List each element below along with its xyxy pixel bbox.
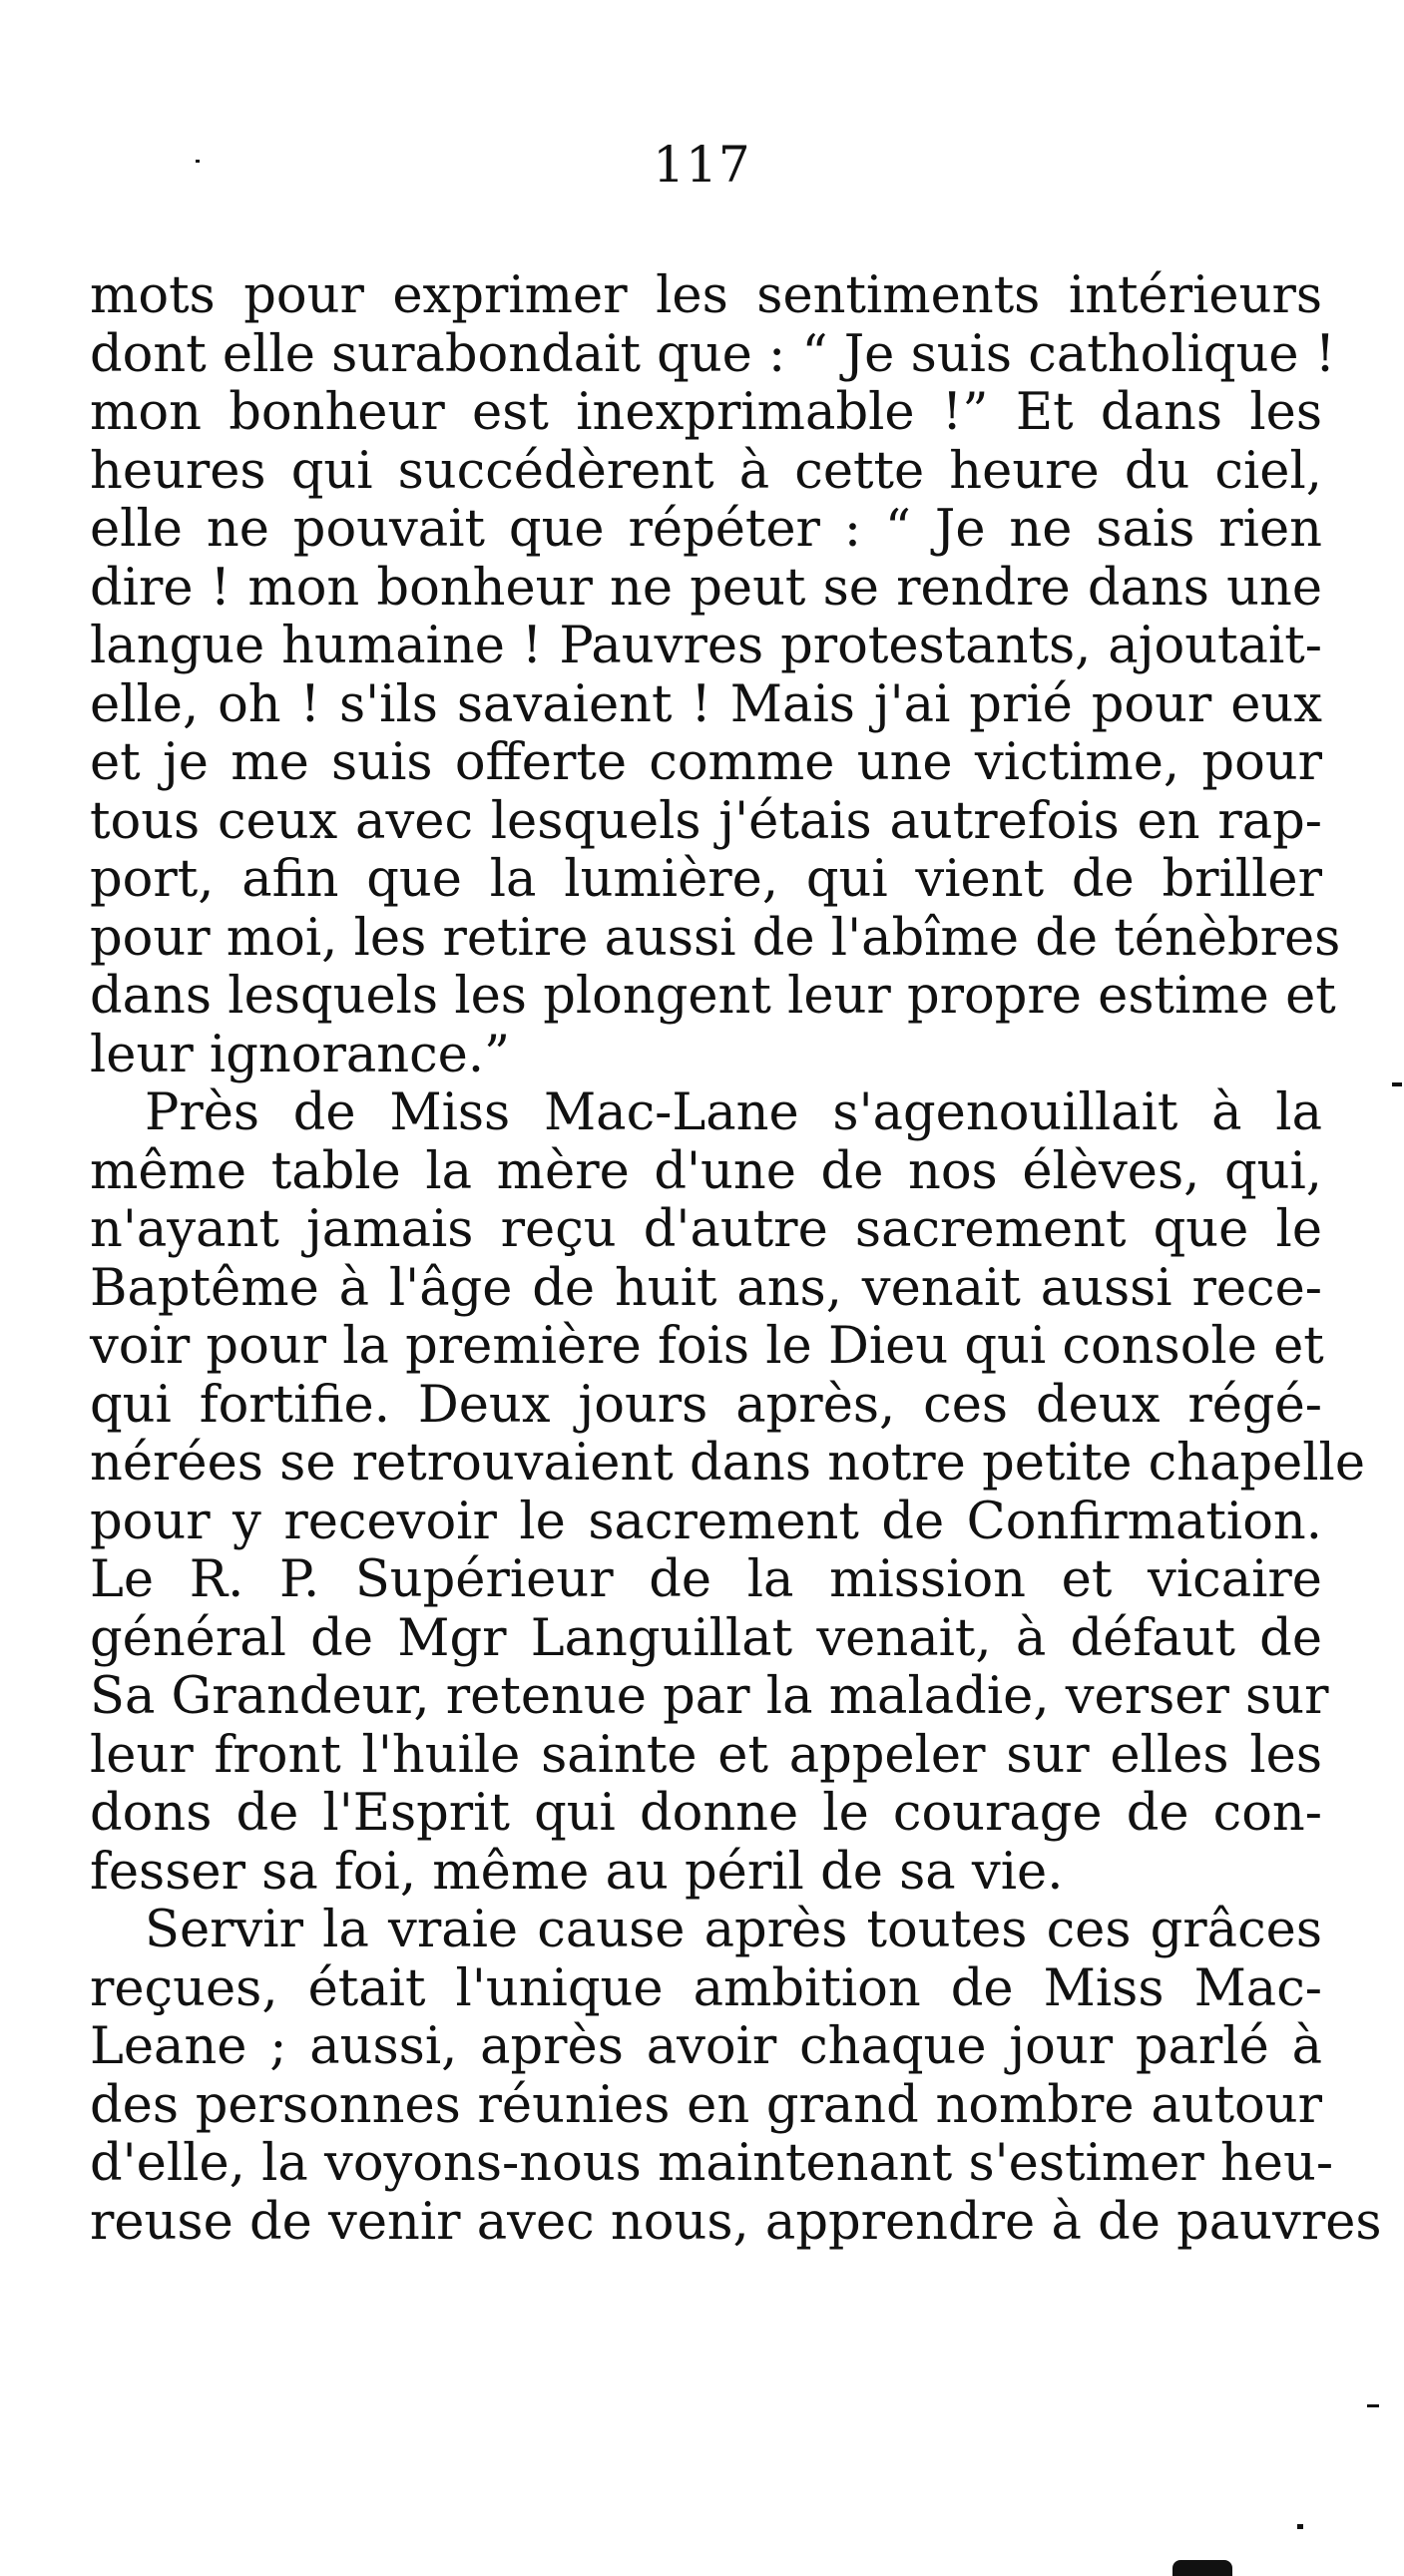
text-line: Le R. P. Supérieur de la mission et vicaire	[90, 1550, 1322, 1609]
text-line: même table la mère d'une de nos élèves, qui,	[90, 1141, 1322, 1201]
text-line: leur front l'huile sainte et appeler sur elles les	[90, 1725, 1322, 1785]
text-line: Sa Grandeur, retenue par la maladie, verser sur	[90, 1667, 1329, 1726]
text-line: dire ! mon bonheur ne peut se rendre dans une	[90, 558, 1322, 618]
scan-speck	[1392, 1082, 1402, 1086]
text-line: leur ignorance.”	[90, 1025, 511, 1084]
text-line: des personnes réunies en grand nombre autour	[90, 2075, 1322, 2135]
text-line: Baptême à l'âge de huit ans, venait aussi rece-	[90, 1258, 1322, 1318]
text-line: tous ceux avec lesquels j'étais autrefois en rap-	[90, 791, 1322, 851]
scan-speck	[1172, 2560, 1232, 2576]
text-line: elle, oh ! s'ils savaient ! Mais j'ai prié pour eux	[90, 674, 1322, 734]
text-line: et je me suis offerte comme une victime, pour	[90, 733, 1322, 792]
text-line: reuse de venir avec nous, apprendre à de pauvres	[90, 2192, 1382, 2252]
text-line: Près de Miss Mac-Lane s'agenouillait à la	[145, 1083, 1322, 1142]
text-line: n'ayant jamais reçu d'autre sacrement que le	[90, 1200, 1322, 1259]
paragraph	[90, 266, 1341, 1084]
text-line: heures qui succédèrent à cette heure du ciel,	[90, 441, 1322, 501]
text-line: d'elle, la voyons-nous maintenant s'estimer heu-	[90, 2134, 1334, 2193]
text-line: Servir la vraie cause après toutes ces grâces	[145, 1901, 1322, 1959]
paragraph	[90, 1901, 1382, 2252]
text-line: pour moi, les retire aussi de l'abîme de ténèbres	[90, 908, 1341, 968]
text-line: port, afin que la lumière, qui vient de briller	[90, 850, 1322, 909]
text-line: voir pour la première fois le Dieu qui console et	[90, 1317, 1324, 1376]
body-text	[90, 266, 1382, 2252]
scan-speck	[1297, 2524, 1303, 2529]
text-line: langue humaine ! Pauvres protestants, ajoutait-	[90, 617, 1322, 675]
text-line: dont elle surabondait que : “ Je suis catholique !	[90, 324, 1336, 384]
text-line: général de Mgr Languillat venait, à défaut de	[90, 1608, 1322, 1668]
paragraph	[90, 1083, 1366, 1902]
text-line: qui fortifie. Deux jours après, ces deux régé-	[90, 1375, 1322, 1435]
page-number: 117	[653, 136, 751, 194]
text-line: nérées se retrouvaient dans notre petite chapelle	[90, 1434, 1366, 1493]
text-line: Leane ; aussi, après avoir chaque jour parlé à	[90, 2017, 1322, 2076]
scan-speck	[1367, 2404, 1379, 2407]
text-line: reçues, était l'unique ambition de Miss Mac-	[90, 1958, 1322, 2018]
text-line: elle ne pouvait que répéter : “ Je ne sais rien	[90, 500, 1322, 559]
text-line: dans lesquels les plongent leur propre estime et	[90, 967, 1336, 1026]
text-line: dons de l'Esprit qui donne le courage de con-	[90, 1784, 1322, 1843]
text-line: fesser sa foi, même au péril de sa vie.	[90, 1842, 1064, 1902]
text-line: mon bonheur est inexprimable !” Et dans les	[90, 383, 1322, 442]
text-line: mots pour exprimer les sentiments intérieurs	[90, 266, 1322, 325]
text-line: pour y recevoir le sacrement de Confirmation.	[90, 1492, 1322, 1551]
